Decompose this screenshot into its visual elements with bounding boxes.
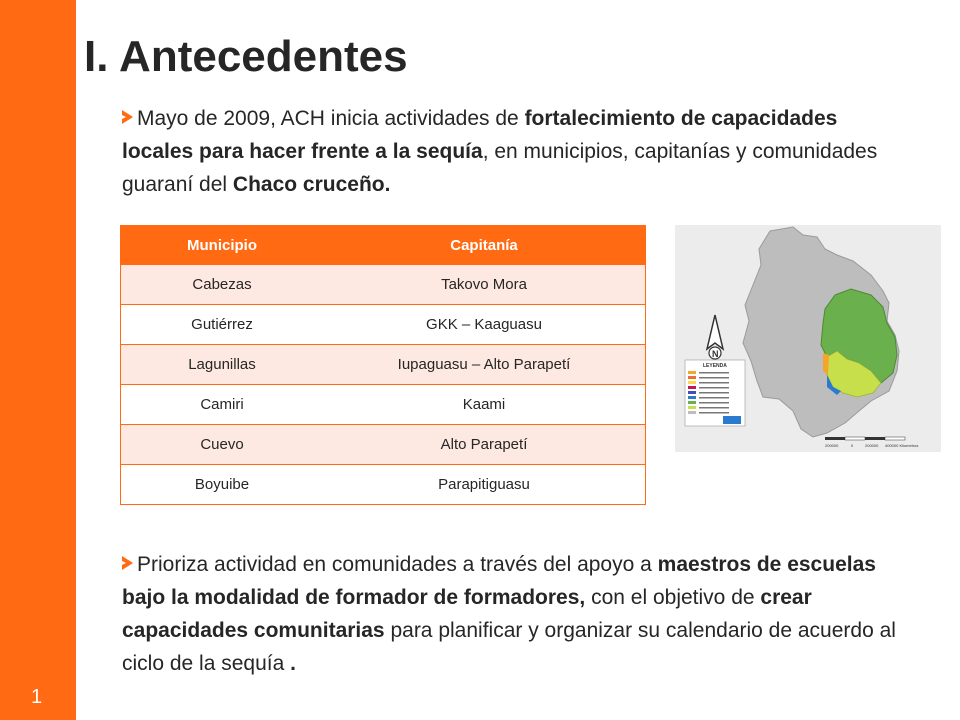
municipio-highlight-orange — [823, 353, 829, 375]
side-accent-bar — [0, 0, 76, 720]
scale-label-4: 400000 Kilometros — [885, 443, 919, 448]
header-capitania: Capitanía — [323, 226, 645, 265]
cell-municipio: Camiri — [121, 385, 323, 425]
cell-capitania: Parapitiguasu — [323, 465, 645, 505]
cell-municipio: Gutiérrez — [121, 305, 323, 345]
arrow-bullet-icon — [122, 110, 133, 124]
scale-label-2: 0 — [851, 443, 854, 448]
cell-municipio: Cabezas — [121, 265, 323, 305]
cell-municipio: Lagunillas — [121, 345, 323, 385]
table-row — [121, 465, 645, 505]
table-row — [121, 345, 645, 385]
table-row — [121, 385, 645, 425]
cell-municipio: Cuevo — [121, 425, 323, 465]
scale-label-1: 200000 — [825, 443, 839, 448]
bullet-intro: Mayo de 2009, ACH inicia actividades de fortalecimiento de capacidades locales para hacer frente a la sequía, en municipios, capitanías y comunidades guaraní del Chaco cruceño. — [122, 107, 878, 196]
arrow-bullet-icon — [122, 556, 133, 570]
scale-label-3: 200000 — [865, 443, 879, 448]
table-row — [121, 265, 645, 305]
table-row — [121, 425, 645, 465]
map-graphic — [675, 225, 941, 452]
map-legend — [685, 360, 745, 426]
cell-capitania: Alto Parapetí — [323, 425, 645, 465]
table-row — [121, 305, 645, 345]
bullet-prioriza: Prioriza actividad en comunidades a través del apoyo a maestros de escuelas bajo la modalidad de formador de formadores, con el objetivo de crear capacidades comunitarias para planificar y organizar su calendario de acuerdo al ciclo de la sequía . — [122, 553, 896, 675]
header-municipio: Municipio — [121, 226, 323, 265]
legend-title: LEYENDA — [703, 363, 727, 369]
bolivia-map — [675, 225, 941, 452]
cell-capitania: Takovo Mora — [323, 265, 645, 305]
cell-capitania: Kaami — [323, 385, 645, 425]
cell-capitania: Iupaguasu – Alto Parapetí — [323, 345, 645, 385]
legend-logo — [723, 416, 741, 424]
page-number: 1 — [31, 686, 43, 708]
slide-title: I. Antecedentes — [84, 32, 408, 81]
cell-municipio: Boyuibe — [121, 465, 323, 505]
cell-capitania: GKK – Kaaguasu — [323, 305, 645, 345]
municipio-capitania-table — [121, 226, 645, 504]
north-label: N — [712, 349, 719, 359]
table-header-row — [121, 226, 645, 265]
